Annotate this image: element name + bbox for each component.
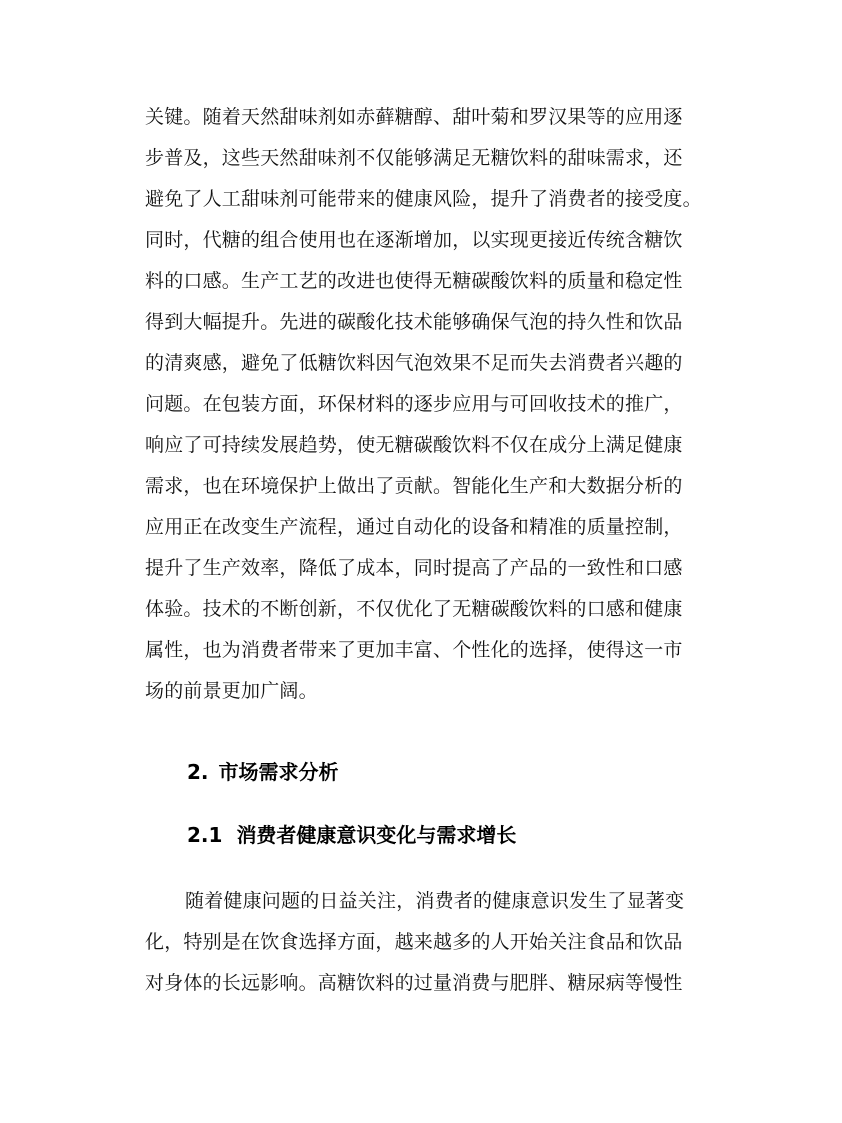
text-line: 需求，也在环境保护上做出了贡献。智能化生产和大数据分析的 <box>145 475 683 497</box>
text-line: 避免了人工甜味剂可能带来的健康风险，提升了消费者的接受度。 <box>145 188 702 210</box>
text-line: 属性，也为消费者带来了更加丰富、个性化的选择，使得这一市 <box>145 639 683 661</box>
text-line: 体验。技术的不断创新，不仅优化了无糖碳酸饮料的口感和健康 <box>145 598 683 620</box>
text-line: 同时，代糖的组合使用也在逐渐增加，以实现更接近传统含糖饮 <box>145 229 683 251</box>
subsection-title: 消费者健康意识变化与需求增长 <box>236 823 517 847</box>
text-line: 步普及，这些天然甜味剂不仅能够满足无糖饮料的甜味需求，还 <box>145 147 683 169</box>
section-number: 2. <box>187 760 209 784</box>
subsection-heading <box>187 822 516 848</box>
text-line: 化，特别是在饮食选择方面，越来越多的人开始关注食品和饮品 <box>145 931 683 953</box>
text-line: 响应了可持续发展趋势，使无糖碳酸饮料不仅在成分上满足健康 <box>145 434 683 456</box>
text-line: 场的前景更加广阔。 <box>145 680 318 702</box>
text-line: 随着健康问题的日益关注，消费者的健康意识发生了显著变 <box>185 890 685 912</box>
text-line: 应用正在改变生产流程，通过自动化的设备和精准的质量控制， <box>145 516 683 538</box>
text-line: 对身体的长远影响。高糖饮料的过量消费与肥胖、糖尿病等慢性 <box>145 972 683 994</box>
subsection-number: 2.1 <box>187 823 223 847</box>
text-line: 的清爽感，避免了低糖饮料因气泡效果不足而失去消费者兴趣的 <box>145 352 683 374</box>
text-line: 提升了生产效率，降低了成本，同时提高了产品的一致性和口感 <box>145 557 683 579</box>
text-line: 问题。在包装方面，环保材料的逐步应用与可回收技术的推广， <box>145 393 683 415</box>
text-line: 关键。随着天然甜味剂如赤藓糖醇、甜叶菊和罗汉果等的应用逐 <box>145 106 683 128</box>
section-title: 市场需求分析 <box>218 760 339 784</box>
text-line: 料的口感。生产工艺的改进也使得无糖碳酸饮料的质量和稳定性 <box>145 270 683 292</box>
section-heading <box>187 759 339 785</box>
text-line: 得到大幅提升。先进的碳酸化技术能够确保气泡的持久性和饮品 <box>145 311 683 333</box>
